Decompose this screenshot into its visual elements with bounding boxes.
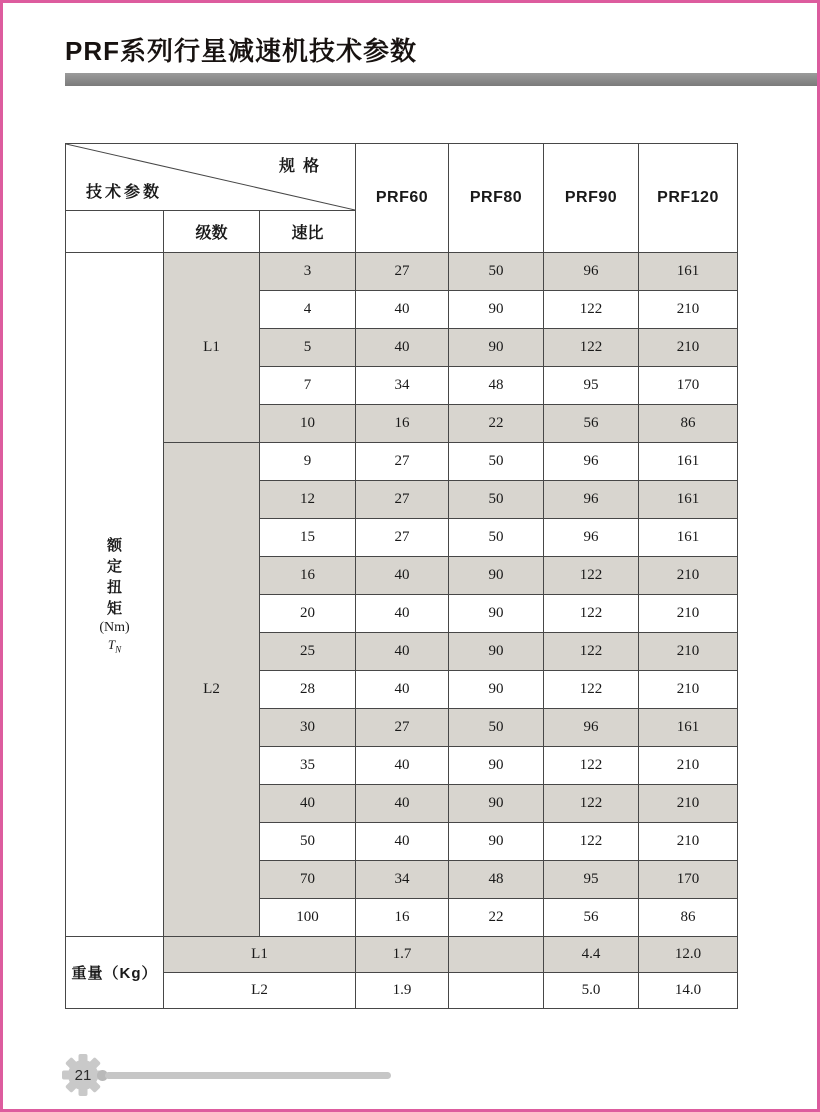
ratio-cell: 20 [260,595,356,633]
value-cell: 27 [356,709,449,747]
value-cell: 48 [449,861,544,899]
value-cell: 50 [449,253,544,291]
ratio-cell: 25 [260,633,356,671]
torque-unit: (Nm) [99,620,130,636]
weight-stage-cell: L2 [164,973,356,1009]
value-cell [449,937,544,973]
value-cell: 170 [639,367,738,405]
page-number: 21 [74,1066,92,1084]
empty-header-cell [66,211,164,253]
torque-char: 扭 [106,579,122,597]
value-cell: 40 [356,595,449,633]
value-cell: 56 [544,405,639,443]
ratio-cell: 30 [260,709,356,747]
value-cell: 90 [449,747,544,785]
value-cell: 122 [544,633,639,671]
value-cell: 210 [639,557,738,595]
weight-row [66,973,738,1009]
value-cell: 90 [449,557,544,595]
param-table [65,143,738,1009]
value-cell: 90 [449,291,544,329]
value-cell: 22 [449,899,544,937]
torque-label-cell [66,253,164,937]
ratio-cell: 28 [260,671,356,709]
value-cell: 122 [544,747,639,785]
ratio-cell: 7 [260,367,356,405]
value-cell: 210 [639,823,738,861]
table-row [66,443,738,481]
value-cell: 86 [639,405,738,443]
weight-label-cell: 重量（Kg） [66,937,164,1009]
value-cell: 122 [544,823,639,861]
spec-column-header: PRF120 [639,144,738,253]
ratio-cell: 3 [260,253,356,291]
stage-group-cell: L2 [164,443,260,937]
title-underline-bar [65,73,817,86]
value-cell: 122 [544,671,639,709]
value-cell: 161 [639,481,738,519]
value-cell: 50 [449,481,544,519]
value-cell: 27 [356,481,449,519]
spec-corner-label: 规格 [279,158,328,175]
value-cell: 210 [639,747,738,785]
value-cell: 161 [639,709,738,747]
value-cell: 56 [544,899,639,937]
diagonal-header-cell [66,144,356,211]
value-cell: 90 [449,671,544,709]
param-corner-label: 技术参数 [86,184,163,201]
value-cell: 96 [544,519,639,557]
value-cell: 210 [639,595,738,633]
value-cell: 50 [449,443,544,481]
spec-column-header: PRF60 [356,144,449,253]
value-cell: 95 [544,861,639,899]
ratio-header-cell: 速比 [260,211,356,253]
ratio-cell: 12 [260,481,356,519]
value-cell: 96 [544,443,639,481]
value-cell: 90 [449,633,544,671]
page-footer [61,1053,461,1099]
value-cell: 90 [449,595,544,633]
weight-row [66,937,738,973]
value-cell: 161 [639,253,738,291]
value-cell: 27 [356,519,449,557]
value-cell: 96 [544,709,639,747]
value-cell: 27 [356,443,449,481]
ratio-cell: 100 [260,899,356,937]
value-cell: 210 [639,671,738,709]
ratio-cell: 70 [260,861,356,899]
value-cell: 122 [544,595,639,633]
torque-label [66,534,163,655]
value-cell: 34 [356,367,449,405]
value-cell: 122 [544,329,639,367]
value-cell: 122 [544,291,639,329]
value-cell: 210 [639,785,738,823]
value-cell: 48 [449,367,544,405]
value-cell: 40 [356,291,449,329]
value-cell: 122 [544,785,639,823]
ratio-cell: 16 [260,557,356,595]
value-cell: 95 [544,367,639,405]
value-cell: 40 [356,633,449,671]
value-cell: 12.0 [639,937,738,973]
spec-table-wrap [65,143,739,1009]
value-cell: 40 [356,557,449,595]
ratio-cell: 50 [260,823,356,861]
value-cell: 96 [544,253,639,291]
value-cell: 170 [639,861,738,899]
value-cell: 50 [449,519,544,557]
value-cell: 210 [639,291,738,329]
torque-symbol: $T_N$ [107,637,122,655]
value-cell: 90 [449,823,544,861]
value-cell: 40 [356,823,449,861]
torque-char: 矩 [106,600,122,618]
value-cell: 90 [449,329,544,367]
value-cell: 86 [639,899,738,937]
header-row-spec [66,144,738,211]
value-cell: 1.7 [356,937,449,973]
value-cell: 50 [449,709,544,747]
stage-group-cell: L1 [164,253,260,443]
value-cell: 96 [544,481,639,519]
torque-char: 额 [106,537,122,555]
value-cell: 5.0 [544,973,639,1009]
catalog-page [3,3,817,1109]
ratio-cell: 40 [260,785,356,823]
ratio-cell: 4 [260,291,356,329]
value-cell: 16 [356,405,449,443]
spec-column-header: PRF80 [449,144,544,253]
value-cell: 27 [356,253,449,291]
value-cell: 16 [356,899,449,937]
spec-column-header: PRF90 [544,144,639,253]
value-cell: 14.0 [639,973,738,1009]
value-cell: 210 [639,329,738,367]
ratio-cell: 10 [260,405,356,443]
value-cell: 4.4 [544,937,639,973]
value-cell: 161 [639,519,738,557]
page-title: PRF系列行星减速机技术参数 [65,36,418,66]
weight-stage-cell: L1 [164,937,356,973]
value-cell: 161 [639,443,738,481]
value-cell: 40 [356,671,449,709]
value-cell: 34 [356,861,449,899]
value-cell: 40 [356,747,449,785]
value-cell: 210 [639,633,738,671]
value-cell: 122 [544,557,639,595]
table-body [66,253,738,1009]
ratio-cell: 5 [260,329,356,367]
torque-char: 定 [106,558,122,576]
table-row [66,253,738,291]
ratio-cell: 15 [260,519,356,557]
value-cell: 40 [356,785,449,823]
ratio-cell: 35 [260,747,356,785]
ratio-cell: 9 [260,443,356,481]
footer-decor-line [105,1072,391,1079]
value-cell: 1.9 [356,973,449,1009]
stage-header-cell: 级数 [164,211,260,253]
value-cell: 90 [449,785,544,823]
value-cell [449,973,544,1009]
value-cell: 40 [356,329,449,367]
value-cell: 22 [449,405,544,443]
